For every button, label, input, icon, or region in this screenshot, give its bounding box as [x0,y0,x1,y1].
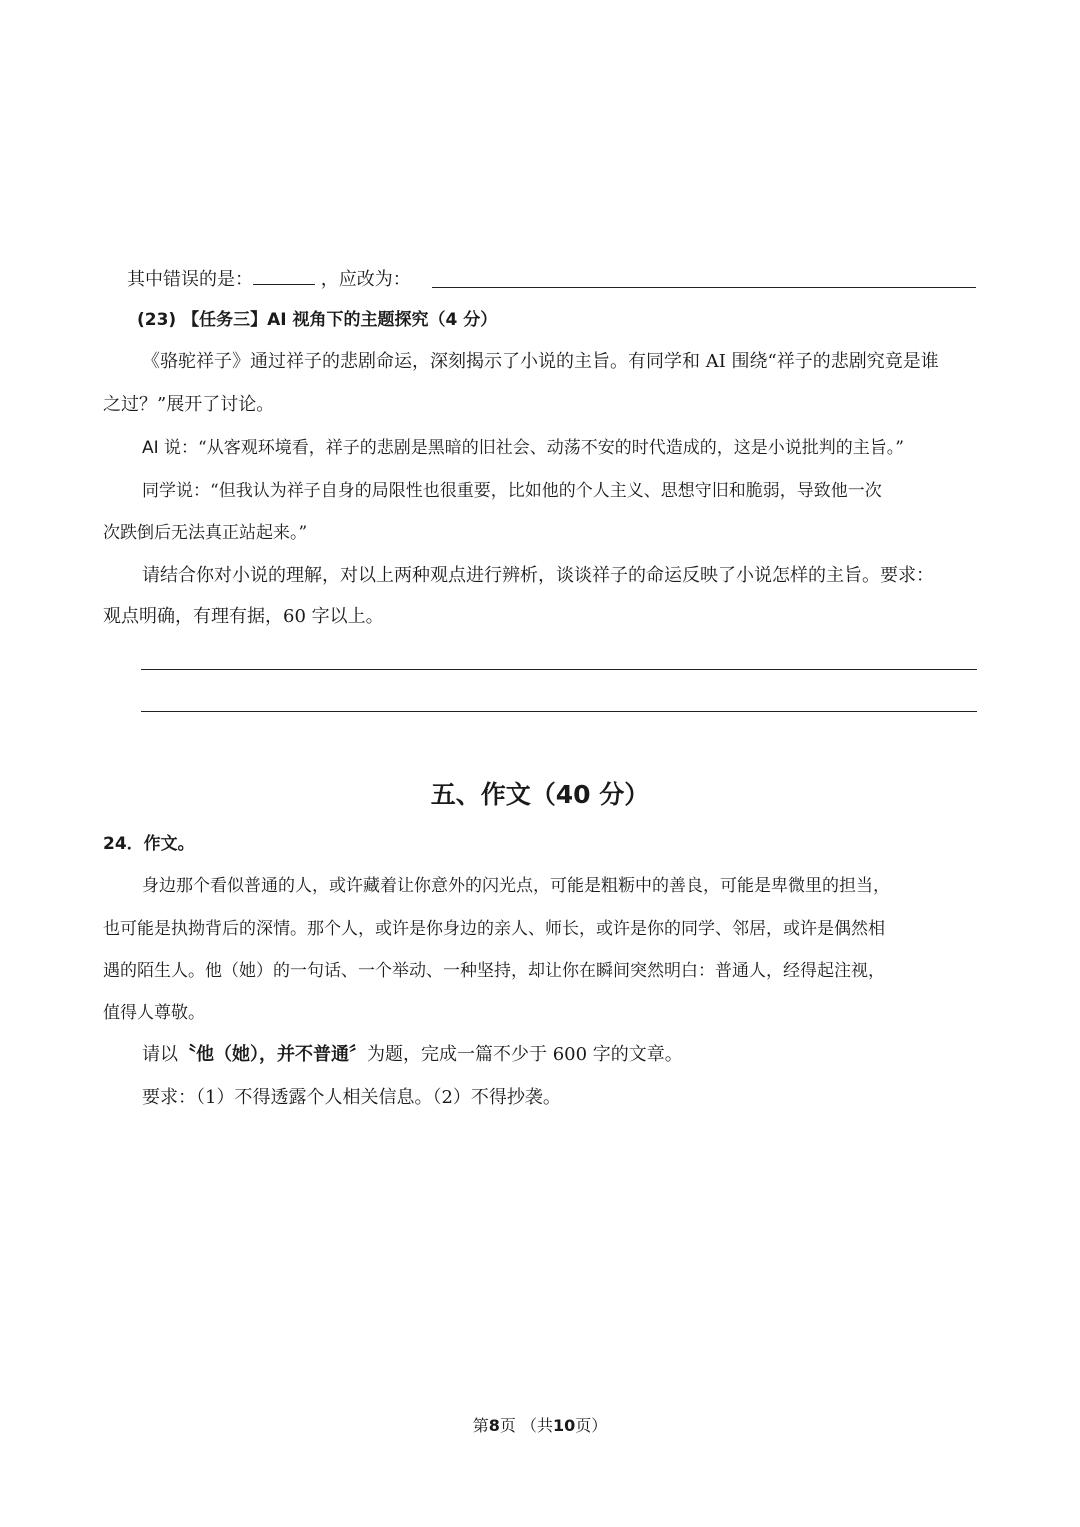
answer-blank-correction[interactable] [432,287,976,288]
q24-paragraph-line-1: 身边那个看似普通的人，或许藏着让你意外的闪光点，可能是粗粝中的善良，可能是卑微里的担当， [142,876,890,896]
q24-paragraph-line-2: 也可能是执拗背后的深情。那个人，或许是你身边的亲人、师长，或许是你的同学、邻居，或许是偶然相 [103,919,885,939]
student-says-line-1 [142,479,882,503]
q24-label: 24．作文。 [103,834,195,854]
task3-title: 【任务三】AI 视角下的主题探究（4 分） [182,310,498,330]
intro-line-1: 《骆驼祥子》通过祥子的悲剧命运，深刻揭示了小说的主旨。有同学和 AI 围绕“祥子的悲剧究竟是谁 [142,351,939,372]
footer-post: 页） [575,1416,608,1435]
student-speaker: 同学说： [142,481,210,501]
student-says-line-2: 次跌倒后无法真正站起来。” [103,523,308,543]
total-pages: 10 [552,1416,576,1435]
page-footer [0,1415,1080,1437]
ai-speaker: AI 说： [142,438,199,458]
page-number: 8 [488,1416,500,1435]
q24-prompt [142,1043,683,1067]
fill-label: 其中错误的是： [127,269,253,290]
q24-requirements: 要求：（1）不得透露个人相关信息。（2）不得抄袭。 [142,1087,561,1108]
essay-title: 〝他（她），并不普通〞 [178,1044,367,1065]
task3-number: (23) [137,310,177,330]
ai-quote: “从客观环境看，祥子的悲剧是黑暗的旧社会、动荡不安的时代造成的，这是小说批判的主旨。” [198,438,904,458]
task3-heading [137,308,497,332]
q24-paragraph-line-4: 值得人尊敬。 [103,1003,205,1023]
answer-blank-error[interactable] [253,266,315,285]
instruction-line-2: 观点明确，有理有据，60 字以上。 [103,606,384,627]
footer-pre: 第 [472,1416,489,1435]
answer-line-2[interactable] [141,711,977,712]
footer-mid: 页 （共 [499,1416,553,1435]
prompt-pre: 请以 [142,1044,178,1065]
ai-says [142,436,904,460]
fill-mid-label: ，应改为： [320,269,411,290]
q24-paragraph-line-3: 遇的陌生人。他（她）的一句话、一个举动、一种坚持，却让你在瞬间突然明白：普通人，经得起注视， [103,961,885,981]
intro-line-2: 之过？”展开了讨论。 [103,394,275,415]
answer-line-1[interactable] [141,669,977,670]
student-quote-1: “但我认为祥子自身的局限性也很重要，比如他的个人主义、思想守旧和脆弱，导致他一次 [210,481,882,501]
fill-line [127,266,411,292]
prompt-post: 为题，完成一篇不少于 600 字的文章。 [367,1044,683,1065]
section-title: 五、作文（40 分） [430,780,650,809]
instruction-line-1: 请结合你对小说的理解，对以上两种观点进行辨析，谈谈祥子的命运反映了小说怎样的主旨。要求： [142,565,934,586]
